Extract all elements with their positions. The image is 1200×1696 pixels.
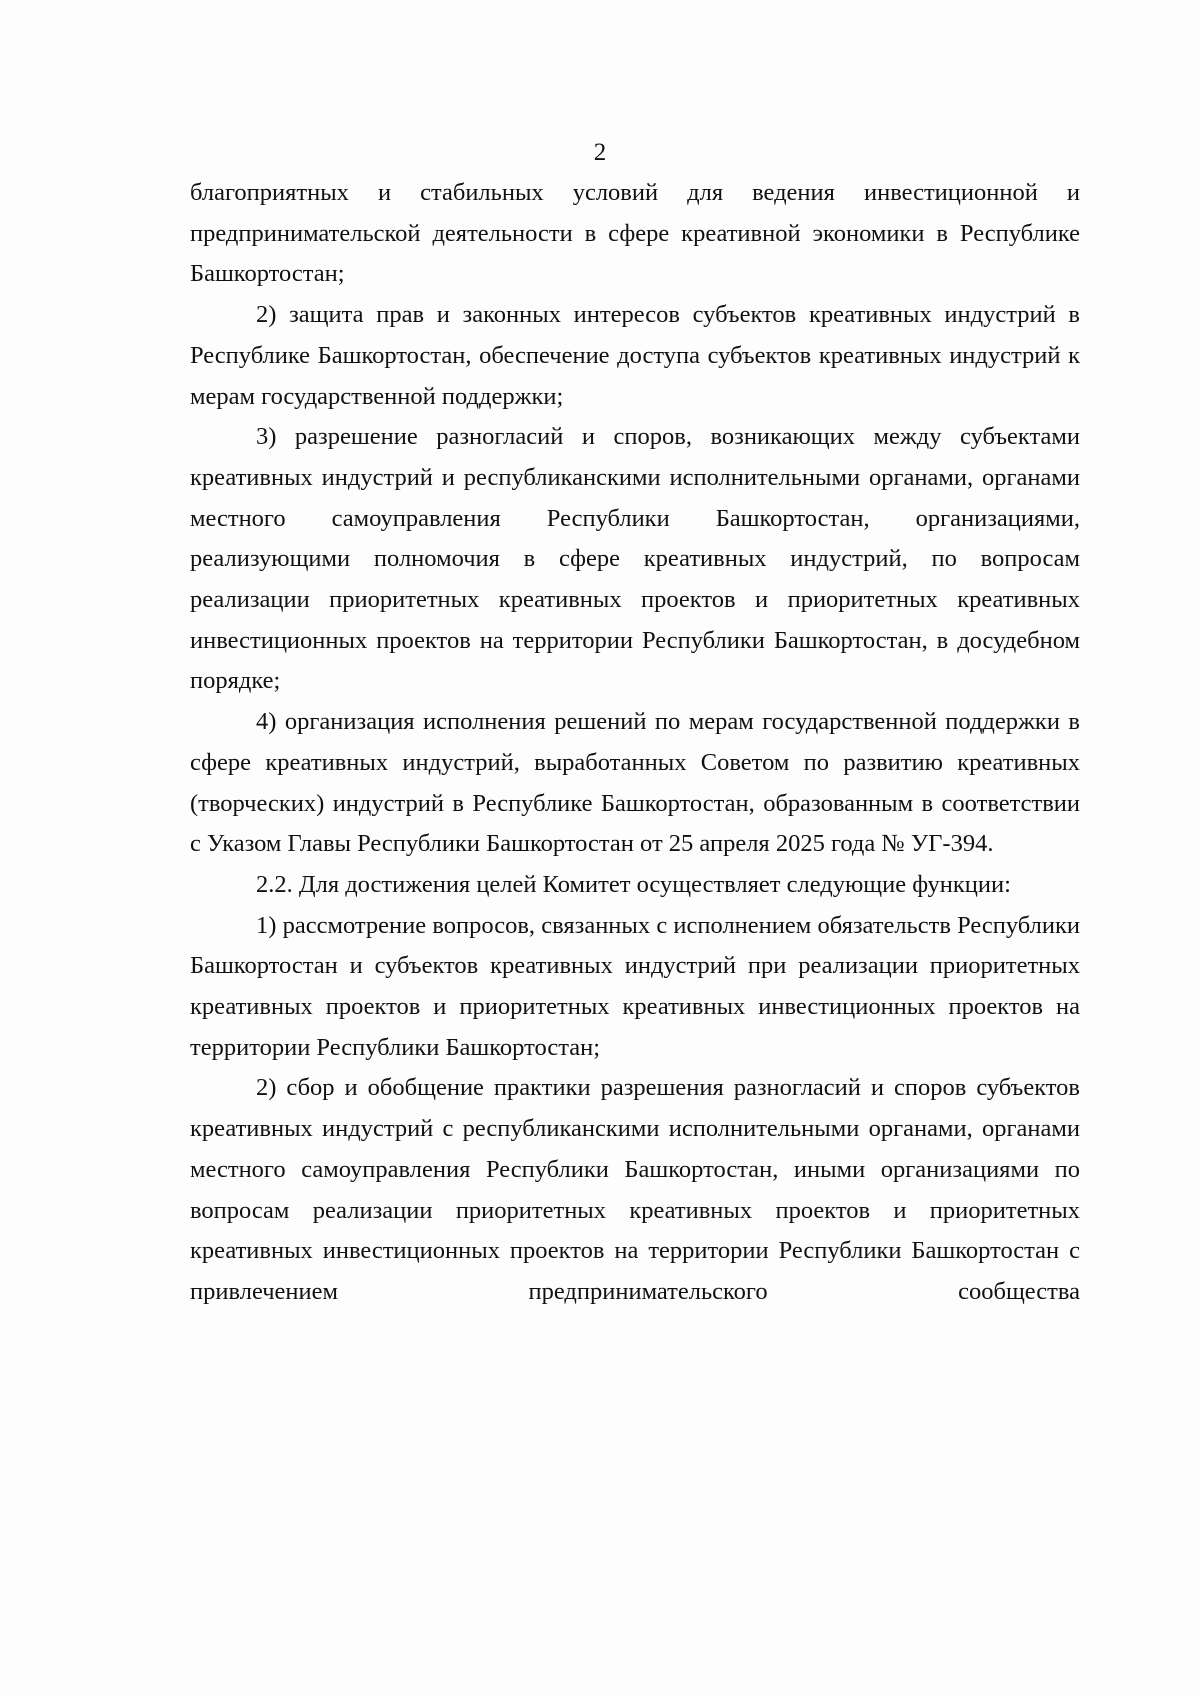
document-body (190, 173, 1080, 1313)
page-number: 2 (593, 139, 607, 166)
paragraph-function-1: 1) рассмотрение вопросов, связанных с исполнением обязательств Республики Башкортостан и субъектов креативных индустрий при реализации приоритетных креативных проектов и приоритетных креативных инвестиционных проектов на территории Республики Башкортостан; (190, 911, 1080, 1061)
paragraph-item-3: 3) разрешение разногласий и споров, возникающих между субъектами креативных индустрий и республиканскими исполнительными органами, органами местного самоуправления Республики Башкортостан, организациями, реализующими полномочия в сфере креативных индустрий, по вопросам реализации приоритетных креативных проектов и приоритетных креативных инвестиционных проектов на территории Республики Башкортостан, в досудебном порядке; (190, 423, 1080, 695)
paragraph-item-2: 2) защита прав и законных интересов субъектов креативных индустрий в Республике Башкортостан, обеспечение доступа субъектов креативных индустрий к мерам государственной поддержки; (190, 301, 1080, 410)
paragraph-item-4: 4) организация исполнения решений по мерам государственной поддержки в сфере креативных индустрий, выработанных Советом по развитию креативных (творческих) индустрий в Республике Башкортостан, образованным в соответствии с Указом Главы Республики Башкортостан от 25 апреля 2025 года № УГ-394. (190, 708, 1080, 858)
paragraph-continuation: благоприятных и стабильных условий для ведения инвестиционной и предпринимательской деятельности в сфере креативной экономики в Республике Башкортостан; (190, 179, 1080, 288)
paragraph-section-2-2: 2.2. Для достижения целей Комитет осуществляет следующие функции: (256, 870, 1011, 898)
paragraph-function-2: 2) сбор и обобщение практики разрешения разногласий и споров субъектов креативных индустрий с республиканскими исполнительными органами, органами местного самоуправления Республики Башкортостан, иными организациями по вопросам реализации приоритетных креативных проектов и приоритетных креативных инвестиционных проектов на территории Республики Башкортостан с привлечением предпринимательского сообщества (190, 1074, 1080, 1305)
